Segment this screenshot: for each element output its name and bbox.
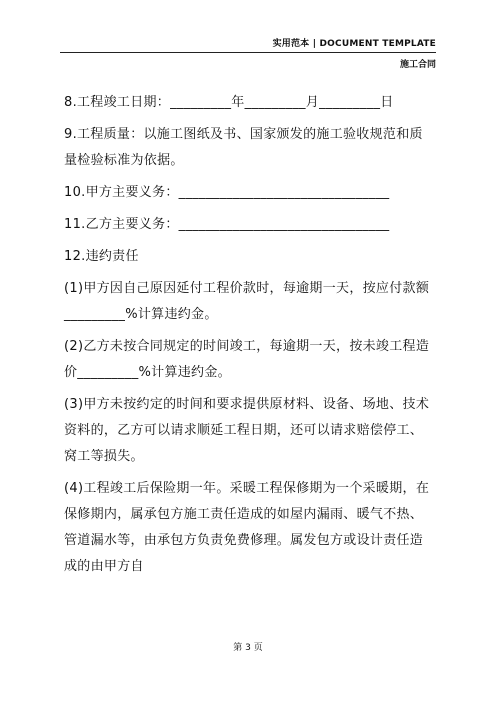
page-number: 第 3 页 — [233, 643, 263, 653]
document-header-subtitle: 施工合同 — [399, 60, 436, 70]
clause-party-a-duties: 10.甲方主要义务：_______________________________ — [64, 185, 390, 200]
liability-item-1: (1)甲方因自己原因延付工程价款时，每逾期一天，按应付款额_________%计算违约金。 — [64, 281, 430, 322]
clause-quality: 9.工程质量：以施工图纸及书、国家颁发的施工验收规范和质量检验标准为依据。 — [64, 127, 423, 168]
clause-party-b-duties: 11.乙方主要义务：_______________________________ — [64, 217, 390, 232]
liability-item-3: (3)甲方未按约定的时间和要求提供原材料、设备、场地、技术资料的，乙方可以请求顺延工程日期，还可以请求赔偿停工、窝工等损失。 — [64, 397, 430, 464]
clause-liability-heading: 12.违约责任 — [64, 249, 139, 264]
clause-completion-date: 8.工程竣工日期：_________年_________月_________日 — [64, 95, 394, 110]
liability-item-2: (2)乙方未按合同规定的时间竣工，每逾期一天，按未竣工程造价_________%计算违约金。 — [64, 339, 430, 380]
liability-item-4: (4)工程竣工后保险期一年。采暖工程保修期为一个采暖期，在保修期内，属承包方施工责任造成的如屋内漏雨、暖气不热、管道漏水等，由承包方负责免费修理。属发包方或设计责任造成的由甲方自 — [64, 481, 430, 574]
document-header-title: 实用范本 | DOCUMENT TEMPLATE — [272, 39, 436, 49]
contract-body — [64, 90, 436, 586]
header-divider — [60, 52, 436, 53]
